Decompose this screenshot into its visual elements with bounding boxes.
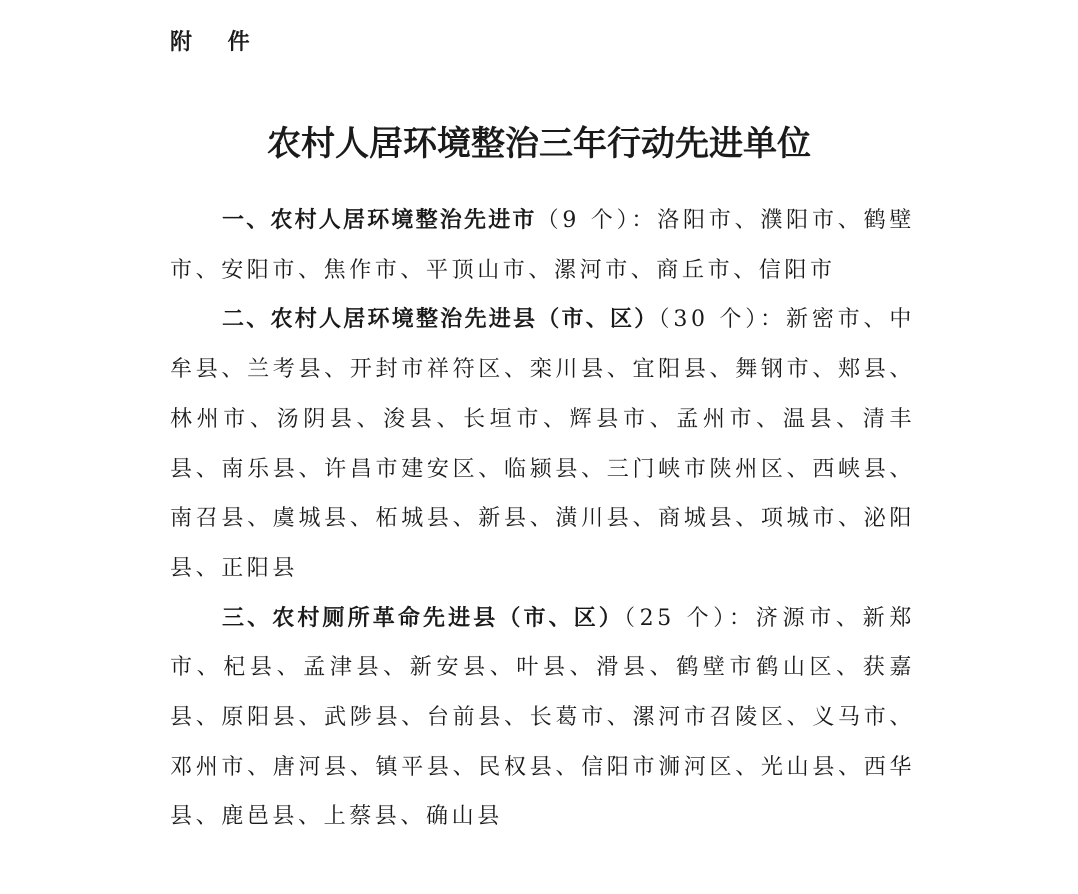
- section-2-heading: 二、农村人居环境整治先进县（市、区）: [222, 307, 659, 333]
- section-1-items: 洛阳市、濮阳市、鹤壁市、安阳市、焦作市、平顶山市、漯河市、商丘市、信阳市: [170, 208, 915, 283]
- section-3-items: 济源市、新郑市、杞县、孟津县、新安县、叶县、滑县、鹤壁市鹤山区、获嘉县、原阳县、武陟县、台前县、长葛市、漯河市召陵区、义马市、邓州市、唐河县、镇平县、民权县、信阳市浉河区、光山县、西华县、鹿邑县、上蔡县、确山县: [170, 605, 915, 830]
- section-2-count: （30 个）：: [658, 307, 786, 333]
- section-1-heading: 一、农村人居环境整治先进市: [222, 208, 537, 233]
- section-3-paragraph: [170, 594, 915, 843]
- section-2-items: 新密市、中牟县、兰考县、开封市祥符区、栾川县、宜阳县、舞钢市、郏县、林州市、汤阴县、浚县、长垣市、辉县市、孟州市、温县、清丰县、南乐县、许昌市建安区、临颍县、三门峡市陕州区、西峡县、南召县、虞城县、柘城县、新县、潢川县、商城县、项城市、泌阳县、正阳县: [170, 307, 915, 581]
- section-1-paragraph: [170, 196, 915, 295]
- section-1-count: （9 个）：: [536, 208, 658, 233]
- section-2-paragraph: [170, 295, 915, 593]
- document-title: 农村人居环境整治三年行动先进单位: [267, 124, 811, 164]
- attachment-label: 附 件: [170, 30, 264, 55]
- document-body: [170, 196, 915, 842]
- section-3-heading: 三、农村厕所革命先进县（市、区）: [222, 605, 624, 631]
- section-3-count: （25 个）：: [623, 605, 756, 631]
